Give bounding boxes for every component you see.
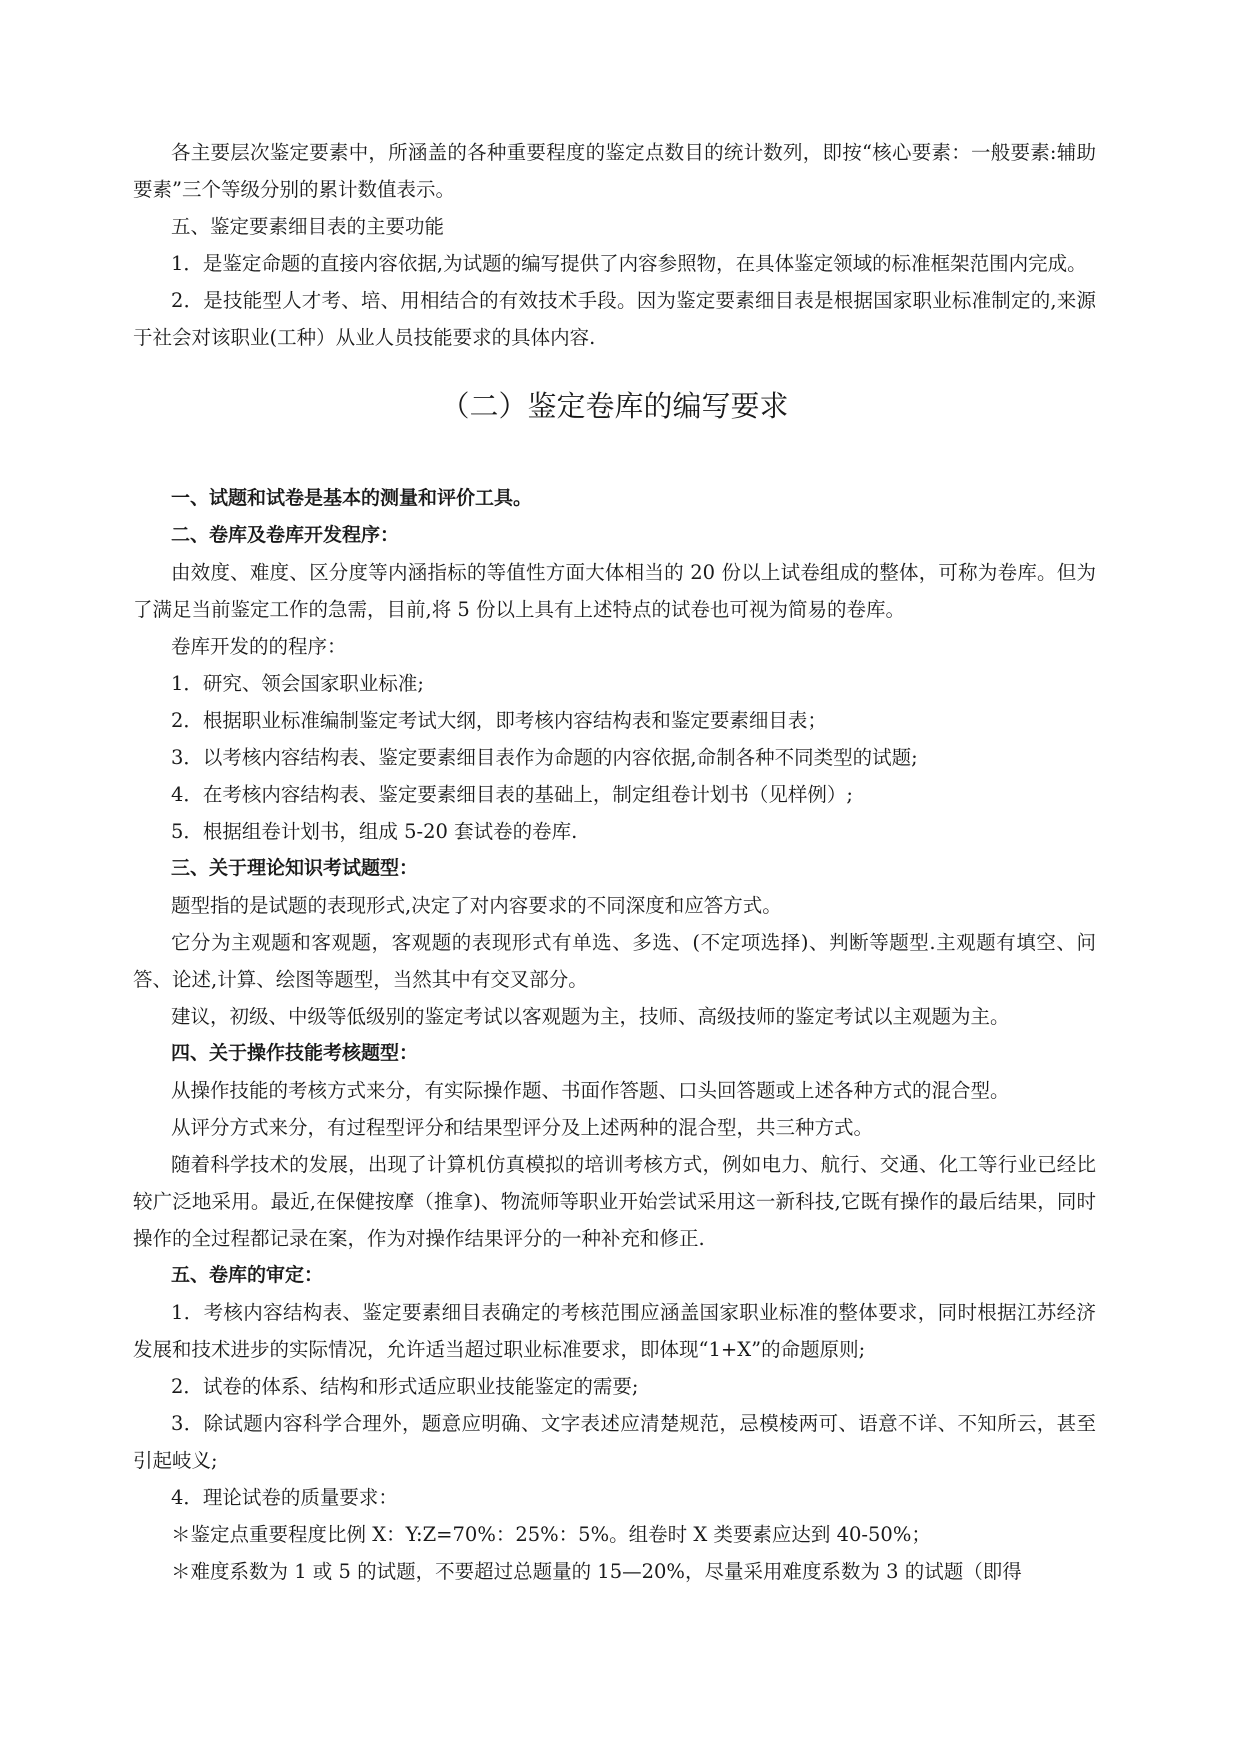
paragraph-theory-1: 题型指的是试题的表现形式,决定了对内容要求的不同深度和应答方式。 [171, 894, 782, 917]
heading-review: 五、卷库的审定： [171, 1264, 324, 1286]
list-item-procedure-4: 4．在考核内容结构表、鉴定要素细目表的基础上，制定组卷计划书（见样例）; [171, 783, 853, 806]
list-item-procedure-2: 2．根据职业标准编制鉴定考试大纲，即考核内容结构表和鉴定要素细目表； [171, 709, 827, 732]
list-item-procedure-3: 3．以考核内容结构表、鉴定要素细目表作为命题的内容依据,命制各种不同类型的试题; [171, 746, 918, 769]
heading-theory-types: 三、关于理论知识考试题型： [171, 857, 419, 879]
paragraph-element-count: 各主要层次鉴定要素中，所涵盖的各种重要程度的鉴定点数目的统计数列，即按“核心要素：一般要素:辅助要素”三个等级分别的累计数值表示。 [133, 141, 1096, 201]
paragraph-skill-1: 从操作技能的考核方式来分，有实际操作题、书面作答题、口头回答题或上述各种方式的混合型。 [171, 1079, 1010, 1102]
subheading-table-function: 五、鉴定要素细目表的主要功能 [171, 215, 445, 238]
paragraph-function-1: 1．是鉴定命题的直接内容依据,为试题的编写提供了内容参照物，在具体鉴定领域的标准框架范围内完成。 [171, 252, 1087, 275]
section-title: （二）鉴定卷库的编写要求 [440, 389, 789, 423]
paragraph-function-2: 2．是技能型人才考、培、用相结合的有效技术手段。因为鉴定要素细目表是根据国家职业标准制定的,来源于社会对该职业(工种）从业人员技能要求的具体内容. [133, 289, 1096, 349]
list-item-review-4: 4．理论试卷的质量要求： [171, 1486, 398, 1509]
list-item-review-2: 2．试卷的体系、结构和形式适应职业技能鉴定的需要; [171, 1375, 639, 1398]
paragraph-bank-definition: 由效度、难度、区分度等内涵指标的等值性方面大体相当的 20 份以上试卷组成的整体，可称为卷库。但为了满足当前鉴定工作的急需，目前,将 5 份以上具有上述特点的试卷也可视为简易的卷库。 [133, 561, 1096, 621]
list-item-review-3: 3．除试题内容科学合理外，题意应明确、文字表述应清楚规范，忌模棱两可、语意不详、不知所云，甚至引起岐义; [133, 1412, 1096, 1472]
paragraph-theory-2: 它分为主观题和客观题，客观题的表现形式有单选、多选、(不定项选择)、判断等题型.主观题有填空、问答、论述,计算、绘图等题型，当然其中有交叉部分。 [133, 931, 1096, 991]
list-item-review-1: 1．考核内容结构表、鉴定要素细目表确定的考核范围应涵盖国家职业标准的整体要求，同时根据江苏经济发展和技术进步的实际情况，允许适当超过职业标准要求，即体现“1+X”的命题原则; [133, 1301, 1096, 1361]
paragraph-theory-3: 建议，初级、中级等低级别的鉴定考试以客观题为主，技师、高级技师的鉴定考试以主观题为主。 [171, 1005, 1010, 1028]
heading-skill-types: 四、关于操作技能考核题型： [171, 1042, 419, 1064]
document-body [133, 134, 1096, 1590]
paragraph-procedure-intro: 卷库开发的的程序： [171, 635, 347, 658]
heading-bank-procedure: 二、卷库及卷库开发程序： [171, 524, 400, 546]
heading-tools: 一、试题和试卷是基本的测量和评价工具。 [171, 487, 533, 509]
paragraph-skill-2: 从评分方式来分，有过程型评分和结果型评分及上述两种的混合型，共三种方式。 [171, 1116, 874, 1139]
list-item-procedure-1: 1．研究、领会国家职业标准; [171, 672, 424, 695]
bullet-difficulty: ＊难度系数为 1 或 5 的试题，不要超过总题量的 15—20%，尽量采用难度系数为 3 的试题（即得 [171, 1560, 1022, 1583]
bullet-importance-ratio: ＊鉴定点重要程度比例 X：Y:Z=70%：25%：5%。组卷时 X 类要素应达到 40-50%； [171, 1523, 931, 1546]
paragraph-skill-3: 随着科学技术的发展，出现了计算机仿真模拟的培训考核方式，例如电力、航行、交通、化工等行业已经比较广泛地采用。最近,在保健按摩（推拿)、物流师等职业开始尝试采用这一新科技,它既有操作的最后结果，同时操作的全过程都记录在案，作为对操作结果评分的一种补充和修正. [133, 1153, 1096, 1250]
list-item-procedure-5: 5．根据组卷计划书，组成 5-20 套试卷的卷库. [171, 820, 578, 843]
